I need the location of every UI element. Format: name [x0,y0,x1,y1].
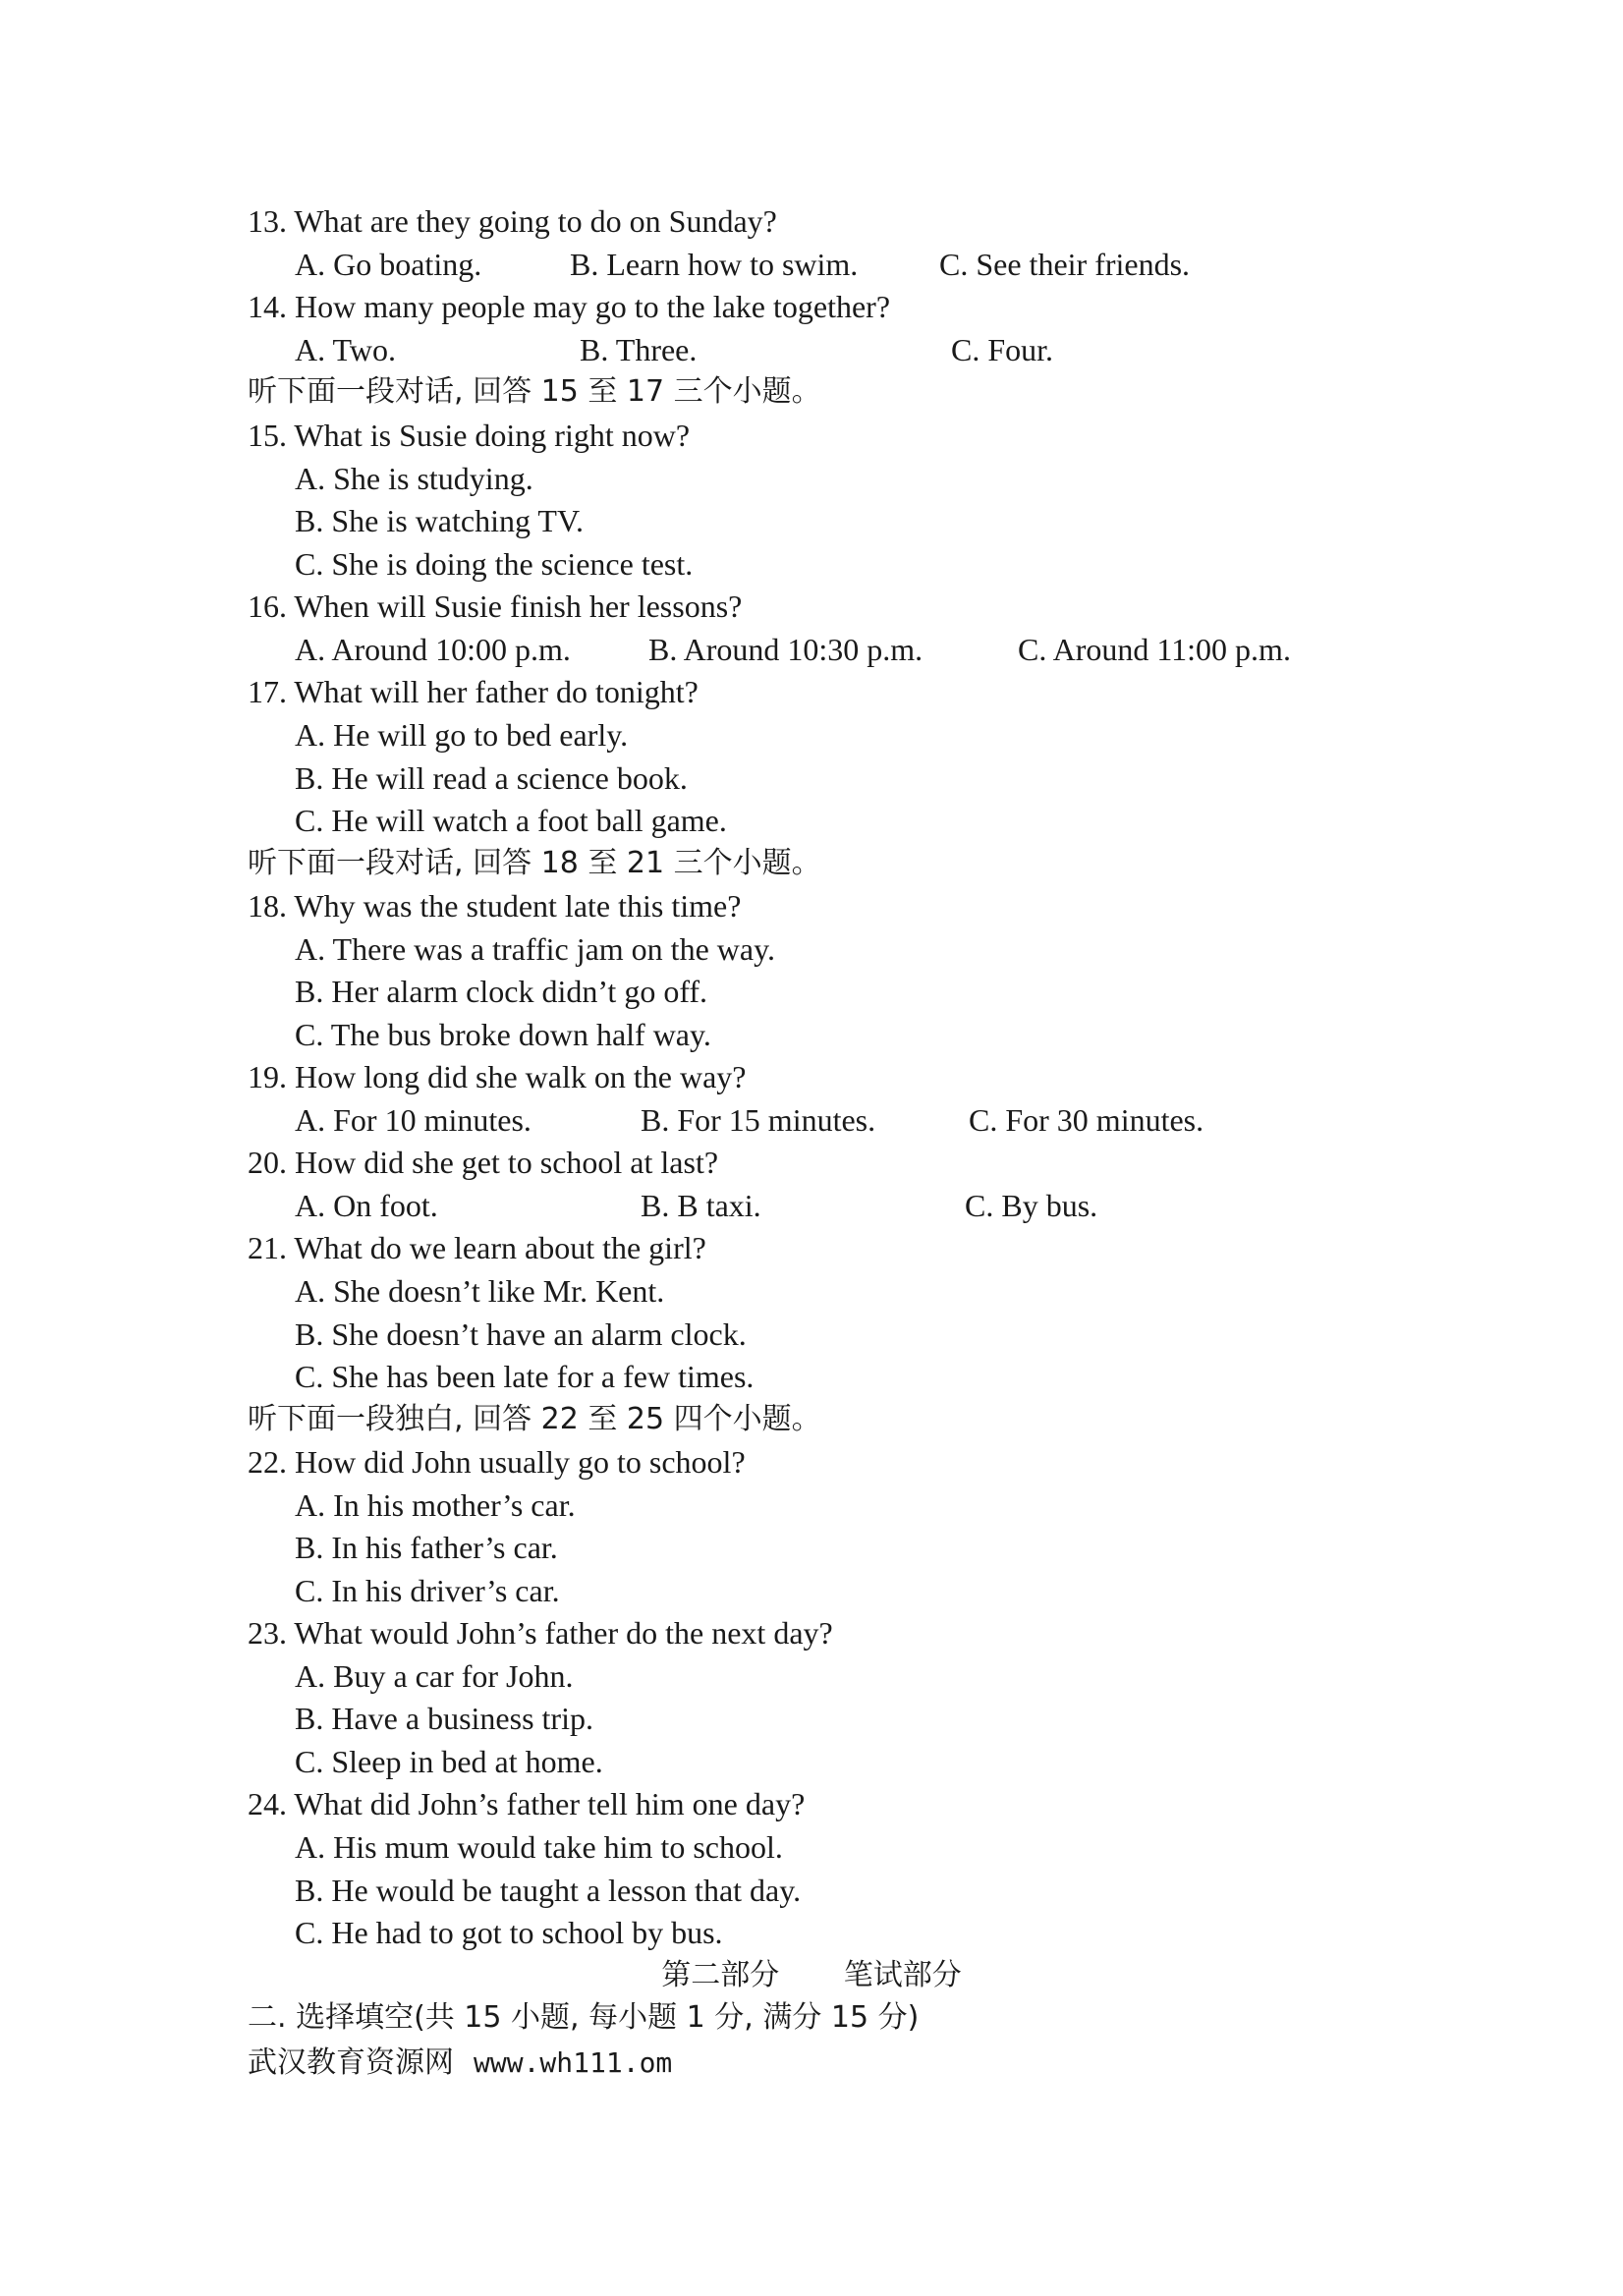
option-c: C. Around 11:00 p.m. [1018,632,1291,667]
option-a: A. She is studying. [295,461,533,496]
question-stem: 19. How long did she walk on the way? [248,1059,747,1094]
option-c: C. See their friends. [939,247,1191,282]
site-url: www.wh111.om [474,2046,673,2079]
question-stem: 21. What do we learn about the girl? [248,1230,706,1265]
option-c: C. She is doing the science test. [295,546,694,582]
option-b: B. Have a business trip. [295,1701,593,1736]
option-a: A. On foot. [295,1188,438,1223]
option-b: B. He would be taught a lesson that day. [295,1873,802,1908]
option-c: C. The bus broke down half way. [295,1017,711,1052]
option-row [295,243,1572,286]
option-b: B. Learn how to swim. [570,247,859,282]
option-row [295,1184,1572,1227]
option-b: B. Around 10:30 p.m. [648,632,923,667]
option-b: B. B taxi. [641,1188,761,1223]
option-c: C. Four. [951,332,1054,367]
option-a: A. She doesn’t like Mr. Kent. [295,1273,665,1309]
question-stem: 18. Why was the student late this time? [248,888,742,924]
listening-instruction: 听下面一段对话, 回答 18 至 21 三个小题。 [248,846,821,880]
option-b: B. For 15 minutes. [641,1102,876,1138]
option-b: B. He will read a science book. [295,760,688,796]
site-name: 武汉教育资源网 [248,2045,454,2080]
option-c: C. In his driver’s car. [295,1573,560,1608]
option-b: B. She doesn’t have an alarm clock. [295,1316,747,1352]
option-a: A. There was a traffic jam on the way. [295,931,775,967]
question-stem: 16. When will Susie finish her lessons? [248,588,743,624]
option-a: A. Around 10:00 p.m. [295,632,571,667]
option-b: B. Three. [580,332,698,367]
question-stem: 17. What will her father do tonight? [248,674,699,709]
question-stem: 13. What are they going to do on Sunday? [248,203,777,239]
section-two-heading: 二. 选择填空(共 15 小题, 每小题 1 分, 满分 15 分) [248,2000,920,2035]
option-c: C. She has been late for a few times. [295,1359,755,1394]
part-two-label: 第二部分 [661,1958,780,1992]
option-row [295,628,1572,671]
option-a: A. In his mother’s car. [295,1487,576,1523]
option-c: C. He had to got to school by bus. [295,1915,723,1950]
option-c: C. For 30 minutes. [969,1102,1204,1138]
footer [248,2040,1525,2083]
option-c: C. He will watch a foot ball game. [295,803,727,838]
option-a: A. His mum would take him to school. [295,1829,783,1865]
question-stem: 22. How did John usually go to school? [248,1444,746,1480]
option-c: C. Sleep in bed at home. [295,1744,603,1779]
listening-instruction: 听下面一段独白, 回答 22 至 25 四个小题。 [248,1402,821,1436]
question-stem: 14. How many people may go to the lake together? [248,289,891,324]
part-two-heading [0,1954,1623,1997]
option-b: B. In his father’s car. [295,1530,558,1565]
written-section-label: 笔试部分 [843,1958,962,1992]
option-a: A. For 10 minutes. [295,1102,532,1138]
option-b: B. She is watching TV. [295,503,584,538]
option-c: C. By bus. [965,1188,1098,1223]
listening-instruction: 听下面一段对话, 回答 15 至 17 三个小题。 [248,374,821,409]
option-a: A. He will go to bed early. [295,717,629,753]
option-b: B. Her alarm clock didn’t go off. [295,974,708,1009]
option-a: A. Go boating. [295,247,482,282]
option-row [295,328,1572,371]
question-stem: 15. What is Susie doing right now? [248,418,691,453]
option-a: A. Buy a car for John. [295,1658,574,1694]
question-stem: 24. What did John’s father tell him one day? [248,1786,806,1821]
option-a: A. Two. [295,332,396,367]
option-row [295,1098,1572,1142]
question-stem: 20. How did she get to school at last? [248,1145,719,1180]
question-stem: 23. What would John’s father do the next day? [248,1615,833,1651]
